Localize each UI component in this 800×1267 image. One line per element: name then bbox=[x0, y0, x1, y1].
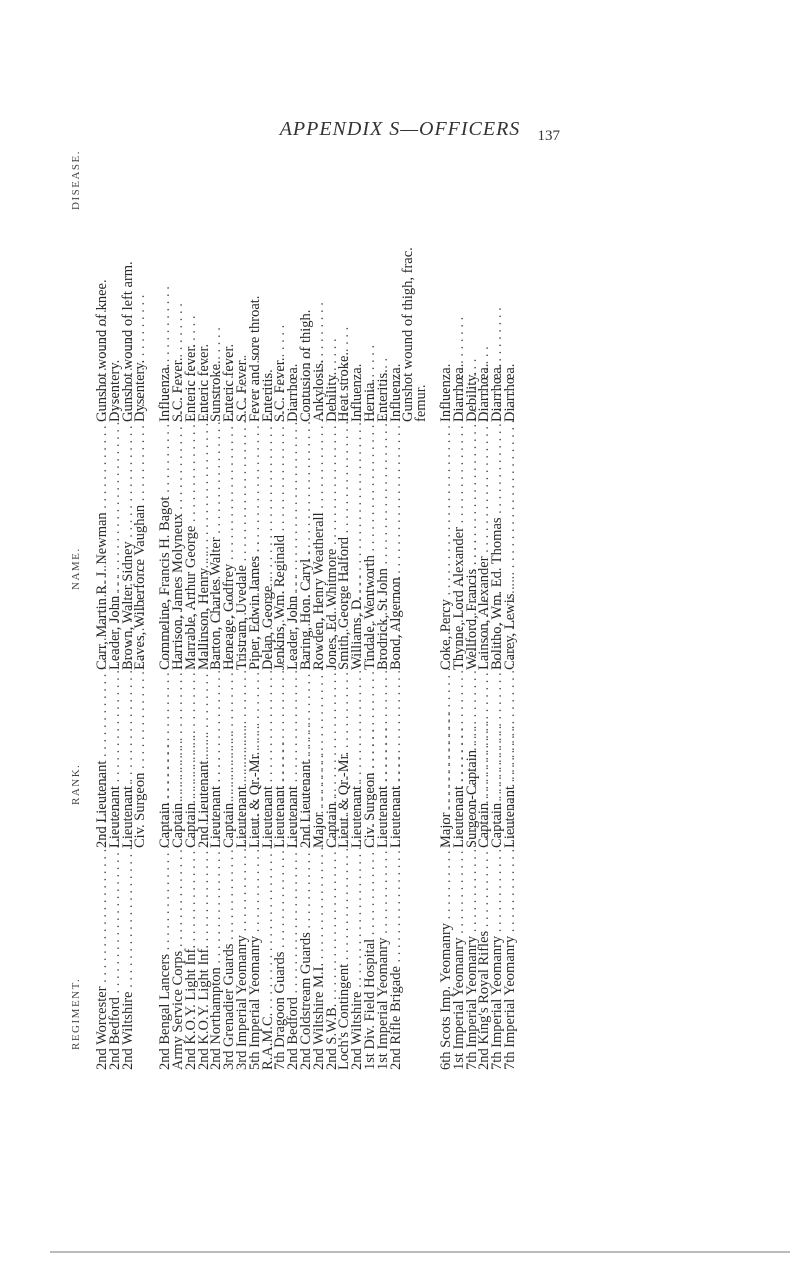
disease-cell: Gunshot wound of knee. bbox=[94, 279, 110, 422]
regiment-cell: 2nd K.O.Y. Light Inf. . . . bbox=[185, 860, 198, 1070]
disease-cell: S.C. Fever. bbox=[272, 357, 289, 422]
disease-cell: Diarrhœa. bbox=[285, 363, 302, 422]
disease-cell: Diarrhœa. bbox=[450, 363, 467, 422]
name-cell: Carr, Martin R. J. Newman . . . bbox=[96, 430, 109, 670]
name-cell: Williams, D. . . . bbox=[351, 430, 364, 670]
disease-cell: Enteric fever. bbox=[182, 343, 199, 422]
disease-cell: Debility. bbox=[323, 371, 340, 422]
regiment-cell: 2nd Wiltshire . . . bbox=[122, 860, 135, 1070]
disease-cell: Heat stroke. bbox=[336, 351, 353, 422]
rank-cell: Lieutenant . . . bbox=[262, 678, 275, 848]
rank-cell: Civ. Surgeon . . . bbox=[364, 678, 377, 848]
rank-cell: Captain . . . bbox=[185, 678, 198, 848]
regiment-cell: 7th Imperial Yeomanry . . . bbox=[466, 860, 479, 1070]
column-header-disease: DISEASE. bbox=[70, 150, 82, 210]
rank-cell: Captain . . . bbox=[223, 678, 236, 848]
regiment-cell: Army Service Corps . . . bbox=[172, 860, 185, 1070]
rank-cell: Captain . . . bbox=[159, 678, 172, 848]
rank-cell: Lieutenant . . . bbox=[390, 678, 403, 848]
rank-cell: Surgeon-Captain . . . bbox=[466, 678, 479, 848]
regiment-cell: 2nd Bedford . . . bbox=[287, 860, 300, 1070]
disease-cell: Ankylosis. bbox=[310, 359, 327, 422]
disease-cell: S.C. Fever. bbox=[233, 357, 250, 422]
disease-cell: Dysentery. bbox=[132, 359, 149, 422]
regiment-cell: 1st Imperial Yeomanry . . . bbox=[453, 860, 466, 1070]
regiment-cell: 7th Imperial Yeomanry . . . bbox=[504, 860, 517, 1070]
rank-cell: 2nd Lieutenant . . . bbox=[198, 678, 211, 848]
rank-cell: Lieutenant . . . bbox=[453, 678, 466, 848]
rank-cell: Captain . . . bbox=[478, 678, 491, 848]
name-cell: Mallinson, Henry . . . bbox=[198, 430, 211, 670]
rank-cell: Lieut. & Qr.-Mr. . . . bbox=[249, 678, 262, 848]
rank-cell: Lieutenant . . . bbox=[504, 678, 517, 848]
rank-cell: Captain . . . bbox=[326, 678, 339, 848]
rank-cell: Lieut. & Qr.-Mr. . . . bbox=[338, 678, 351, 848]
name-cell: Delap, George . . . bbox=[262, 430, 275, 670]
name-cell: Jenkins, Wm. Reginald . . . bbox=[274, 430, 287, 670]
disease-cell: Diarrhœa. bbox=[501, 363, 518, 422]
rank-cell: Lieutenant . . . bbox=[287, 678, 300, 848]
name-cell: Barton, Charles Walter . . . bbox=[210, 430, 223, 670]
regiment-cell: 1st Div. Field Hospital . . . bbox=[364, 860, 377, 1070]
table-row bbox=[134, 60, 147, 1070]
disease-cell: Influenza. bbox=[437, 363, 454, 422]
name-cell: Coke, Percy . . . bbox=[440, 430, 453, 670]
rank-cell: Lieutenant . . . bbox=[351, 678, 364, 848]
regiment-cell: 7th Dragoon Guards . . . bbox=[274, 860, 287, 1070]
rank-cell: Captain . . . bbox=[491, 678, 504, 848]
column-header-name: NAME. bbox=[70, 547, 82, 590]
officers-table bbox=[70, 60, 518, 1070]
disease-cell: Fever and sore throat. bbox=[246, 295, 263, 422]
regiment-cell: 2nd Northampton . . . bbox=[210, 860, 223, 1070]
name-cell: Leader, John . . . bbox=[109, 430, 122, 670]
rank-cell: Lieutenant . . . bbox=[210, 678, 223, 848]
rank-cell: Lieutenant . . . bbox=[236, 678, 249, 848]
regiment-cell: 2nd Wiltshire . . . bbox=[351, 860, 364, 1070]
disease-cell: Diarrhœa. bbox=[476, 363, 493, 422]
table-row bbox=[402, 60, 415, 1070]
name-cell: Piper, Edwin James . . . bbox=[249, 430, 262, 670]
regiment-cell: Loch's Contingent . . . bbox=[338, 860, 351, 1070]
name-cell: Commeline, Francis H. Bagot . . . bbox=[159, 430, 172, 670]
disease-cell: Influenza. bbox=[387, 363, 404, 422]
regiment-cell: 2nd Rifle Brigade . . . bbox=[390, 860, 403, 1070]
disease-cell: S.C. Fever. bbox=[169, 357, 186, 422]
regiment-cell: 2nd S.W.B. . . . bbox=[326, 860, 339, 1070]
rank-cell: Major . . . bbox=[440, 678, 453, 848]
disease-cell: Dysentery. bbox=[106, 359, 123, 422]
name-cell: Tindale, Wentworth . . . bbox=[364, 430, 377, 670]
name-cell: Wellford, Francis . . . bbox=[466, 430, 479, 670]
name-cell: Leader, John . . . bbox=[287, 430, 300, 670]
name-cell: Rowden, Henry Weatherall . . . bbox=[313, 430, 326, 670]
regiment-cell: 2nd Bengal Lancers . . . bbox=[159, 860, 172, 1070]
name-cell: Harrison, James Molyneux . . . bbox=[172, 430, 185, 670]
rank-cell: Lieutenant . . . bbox=[274, 678, 287, 848]
name-cell: Baring, Hon. Caryl . . . bbox=[300, 430, 313, 670]
name-cell: Marrable, Arthur George . . . bbox=[185, 430, 198, 670]
name-cell: Brown, Walter Sidney . . . bbox=[122, 430, 135, 670]
column-header-rank: RANK. bbox=[70, 763, 82, 805]
disease-cell: femur. bbox=[413, 384, 430, 422]
name-cell: Brodrick, St John . . . bbox=[377, 430, 390, 670]
name-cell: Carey, Lewis . . . bbox=[504, 430, 517, 670]
disease-cell: Enteric fever. bbox=[221, 343, 238, 422]
regiment-cell: 5th Imperial Yeomanry . . . bbox=[249, 860, 262, 1070]
table-row bbox=[501, 60, 518, 1070]
rank-cell: Lieutenant . . . bbox=[109, 678, 122, 848]
regiment-cell: 7th Imperial Yeomanry . . . bbox=[491, 860, 504, 1070]
name-cell: Eaves, Wilberforce Vaughan . . . bbox=[134, 430, 147, 670]
name-cell: Jones, Ed. Whitmore . . . bbox=[326, 430, 339, 670]
regiment-cell: 6th Scots Imp. Yeomanry . . . bbox=[440, 860, 453, 1070]
regiment-cell: 2nd K.O.Y. Light Inf. . . . bbox=[198, 860, 211, 1070]
name-cell: Bolitho, Wm. Ed. Thomas . . . bbox=[491, 430, 504, 670]
regiment-cell: 2nd Wiltshire M.I. . . . bbox=[313, 860, 326, 1070]
page-number: 137 bbox=[537, 128, 560, 144]
name-cell: Tristram, Uvedale . . . bbox=[236, 430, 249, 670]
table-body bbox=[96, 60, 517, 1070]
rank-cell: Civ. Surgeon . . . bbox=[134, 678, 147, 848]
regiment-cell: 1st Imperial Yeomanry . . . bbox=[377, 860, 390, 1070]
name-cell: Thynne, Lord Alexander . . . bbox=[453, 430, 466, 670]
regiment-cell: 2nd King's Royal Rifles . . . bbox=[478, 860, 491, 1070]
disease-cell: Enteritis. bbox=[374, 369, 391, 422]
rank-cell: Major . . . bbox=[313, 678, 326, 848]
name-cell: Smith, George Halford . . . bbox=[338, 430, 351, 670]
running-title: APPENDIX S—OFFICERS bbox=[279, 118, 521, 140]
regiment-cell: R.A.M.C. . . . bbox=[262, 860, 275, 1070]
disease-cell: Enteric fever. bbox=[195, 343, 212, 422]
table-row bbox=[415, 60, 428, 1070]
regiment-cell: 2nd Coldstream Guards . . . bbox=[300, 860, 313, 1070]
rank-cell: Captain . . . bbox=[172, 678, 185, 848]
regiment-cell: 2nd Bedford . . . bbox=[109, 860, 122, 1070]
disease-cell: Sunstroke. bbox=[208, 360, 225, 422]
disease-cell: Debility. bbox=[463, 371, 480, 422]
disease-cell: Diarrhœa. bbox=[489, 363, 506, 422]
column-header-row bbox=[70, 60, 96, 1070]
disease-cell: Enteritis. bbox=[259, 369, 276, 422]
rank-cell: Lieutenant . . . bbox=[377, 678, 390, 848]
regiment-cell: 3rd Grenadier Guards . . . bbox=[223, 860, 236, 1070]
name-cell: Heneage, Godfrey . . . bbox=[223, 430, 236, 670]
rank-cell: 2nd Lieutenant . . . bbox=[96, 678, 109, 848]
table-row bbox=[387, 60, 404, 1070]
disease-cell: Influenza. bbox=[157, 363, 174, 422]
disease-cell: Contusion of thigh. bbox=[297, 309, 314, 422]
rank-cell: 2nd Lieutenant . . . bbox=[300, 678, 313, 848]
column-header-regiment: REGIMENT. bbox=[70, 977, 82, 1050]
name-cell: Bond, Algernon . . . bbox=[390, 430, 403, 670]
name-cell: Lainson, Alexander . . . bbox=[478, 430, 491, 670]
disease-cell: Gunshot wound of thigh, frac. bbox=[400, 247, 417, 422]
disease-cell: Hernia. bbox=[361, 378, 378, 422]
rank-cell: Lieutenant . . . bbox=[122, 678, 135, 848]
regiment-cell: 3rd Imperial Yeomanry . . . bbox=[236, 860, 249, 1070]
page-bottom-rule bbox=[50, 1251, 790, 1253]
regiment-cell: 2nd Worcester . . . bbox=[96, 860, 109, 1070]
disease-cell: Influenza. bbox=[349, 363, 366, 422]
disease-cell: Gunshot wound of left arm. bbox=[119, 261, 136, 422]
